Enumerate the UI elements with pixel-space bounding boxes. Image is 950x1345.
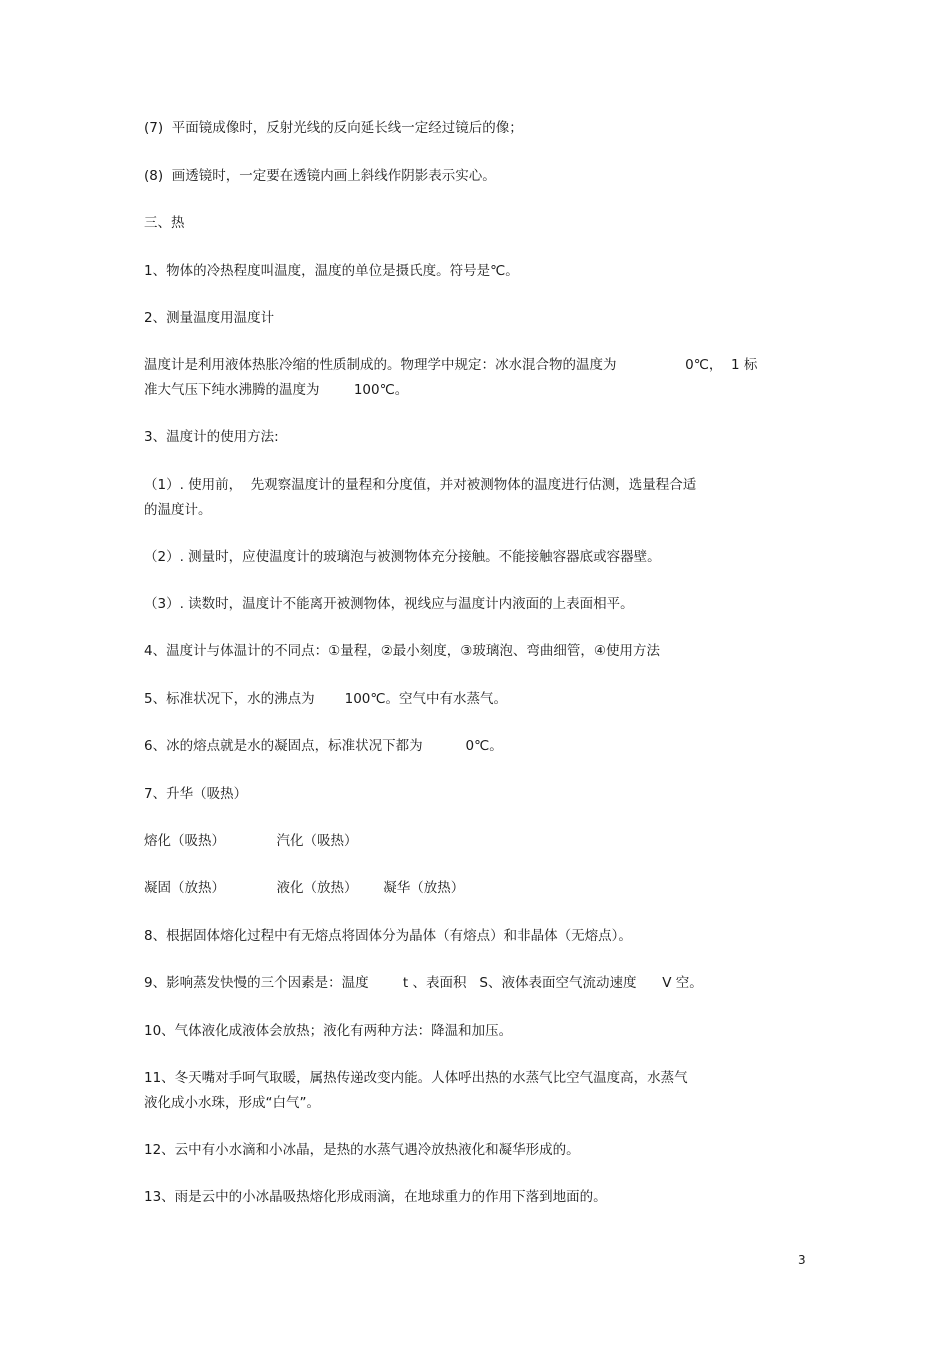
text-line: 3、温度计的使用方法: bbox=[144, 429, 279, 445]
text-line: 4、温度计与体温计的不同点：①量程，②最小刻度，③玻璃泡、弯曲细管，④使用方法 bbox=[144, 643, 660, 659]
text-line: 熔化（吸热） 汽化（吸热） bbox=[144, 833, 358, 849]
text-line: 准大气压下纯水沸腾的温度为 100℃。 bbox=[144, 382, 409, 398]
text-line: 7、升华（吸热） bbox=[144, 786, 248, 802]
text-line: 12、云中有小水滴和小冰晶，是热的水蒸气遇冷放热液化和凝华形成的。 bbox=[144, 1142, 580, 1158]
text-line: 6、冰的熔点就是水的凝固点，标准状况下都为 0℃。 bbox=[144, 738, 503, 754]
text-line: 10、气体液化成液体会放热；液化有两种方法：降温和加压。 bbox=[144, 1023, 513, 1039]
text-line: （1）. 使用前， 先观察温度计的量程和分度值，并对被测物体的温度进行估测，选量程合适 bbox=[144, 477, 697, 493]
text-line: 5、标准状况下，水的沸点为 100℃。空气中有水蒸气。 bbox=[144, 691, 508, 707]
text-line: 9、影响蒸发快慢的三个因素是：温度 t 、表面积 S、液体表面空气流动速度 V 空。 bbox=[144, 975, 703, 991]
text-line: 13、雨是云中的小冰晶吸热熔化形成雨滴，在地球重力的作用下落到地面的。 bbox=[144, 1189, 607, 1205]
text-line: 1、物体的冷热程度叫温度，温度的单位是摄氏度。符号是℃。 bbox=[144, 263, 519, 279]
text-line: 液化成小水珠，形成“白气”。 bbox=[144, 1095, 320, 1111]
text-line: 凝固（放热） 液化（放热） 凝华（放热） bbox=[144, 880, 465, 896]
text-line: 8、根据固体熔化过程中有无熔点将固体分为晶体（有熔点）和非晶体（无熔点）。 bbox=[144, 928, 632, 944]
text-line: （3）. 读数时，温度计不能离开被测物体，视线应与温度计内液面的上表面相平。 bbox=[144, 596, 634, 612]
text-line: 11、冬天嘴对手呵气取暖，属热传递改变内能。人体呼出热的水蒸气比空气温度高，水蒸气 bbox=[144, 1070, 688, 1086]
text-line: （2）. 测量时，应使温度计的玻璃泡与被测物体充分接触。不能接触容器底或容器壁。 bbox=[144, 549, 661, 565]
page-number: 3 bbox=[798, 1253, 806, 1267]
text-line: (8) 画透镜时，一定要在透镜内画上斜线作阴影表示实心。 bbox=[144, 168, 496, 184]
section-heading: 三、热 bbox=[144, 215, 185, 231]
text-line: 2、测量温度用温度计 bbox=[144, 310, 275, 326]
text-line: (7) 平面镜成像时，反射光线的反向延长线一定经过镜后的像； bbox=[144, 120, 523, 136]
text-line: 的温度计。 bbox=[144, 502, 212, 518]
text-line: 温度计是利用液体热胀冷缩的性质制成的。物理学中规定：冰水混合物的温度为 0℃， 1 标 bbox=[144, 357, 758, 373]
